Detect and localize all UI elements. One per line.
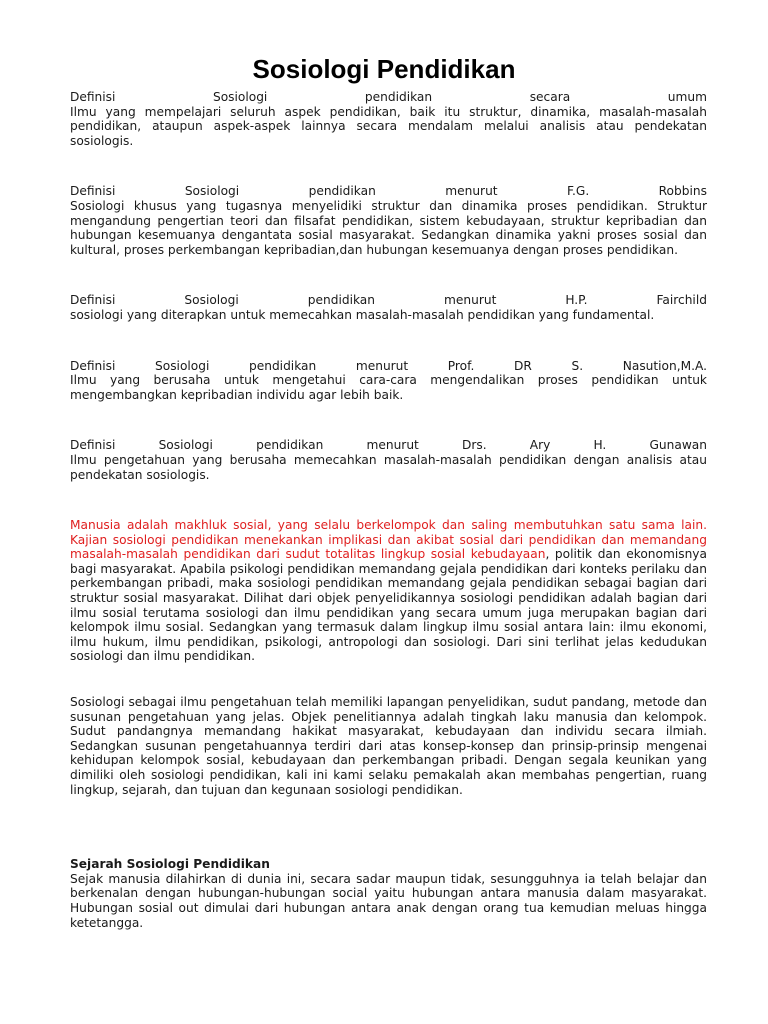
definition-body: sosiologi yang diterapkan untuk memecahkan masalah-masalah pendidikan yang fundamental. xyxy=(70,307,655,322)
definition-fairchild xyxy=(70,293,707,322)
heading-word: S. xyxy=(571,358,584,373)
heading-word: Prof. xyxy=(447,358,475,373)
definition-gunawan xyxy=(70,438,707,482)
heading-word: menurut xyxy=(445,184,498,199)
definition-heading xyxy=(70,90,707,105)
science-paragraph: Sosiologi sebagai ilmu pengetahuan telah memiliki lapangan penyelidikan, sudut pandang, metode dan susunan pengetahuan yang jelas. Objek penelitiannya adalah tingkah laku manusia dan kelompok. Sudut pandangnya memandang hakikat masyarakat, kebudayaan dan individu secara ilmiah. Sedangkan susunan pengetahuannya terdiri dari atas konsep-konsep dan prinsip-prinsip mengenai kehidupan kelompok sosial, kebudayaan dan perkembangan pribadi. Dengan segala keunikan yang dimiliki oleh sosiologi pendidikan, kali ini kami selaku pemakalah akan membahas pengertian, ruang lingkup, sejarah, dan tujuan dan kegunaan sosiologi pendidikan. xyxy=(70,695,707,797)
heading-word: menurut xyxy=(366,438,419,453)
history-paragraph: Sejak manusia dilahirkan di dunia ini, secara sadar maupun tidak, sesungguhnya ia telah belajar dan berkenalan dengan hubungan-hubungan social yaitu hubungan antara manusia dalam masyarakat. Hubungan sosial out dimulai dari hubungan antara anak dengan orang tua kemudian meluas hingga ketetangga. xyxy=(70,871,707,930)
heading-word: Gunawan xyxy=(649,438,707,453)
heading-word: pendidikan xyxy=(308,184,376,199)
definition-heading xyxy=(70,359,707,374)
document-content xyxy=(70,90,707,930)
heading-word: Nasution,M.A. xyxy=(622,358,707,373)
heading-word: menurut xyxy=(444,293,497,308)
definition-general xyxy=(70,90,707,148)
heading-word: pendidikan xyxy=(307,293,376,308)
heading-word: H. xyxy=(593,438,607,453)
heading-word: Definisi xyxy=(70,90,116,104)
heading-word: secara xyxy=(529,90,571,104)
heading-word: pendidikan xyxy=(256,438,324,453)
heading-word: menurut xyxy=(355,358,409,373)
definition-body: Sosiologi khusus yang tugasnya menyelidiki struktur dan dinamika proses pendidikan. Struktur mengandung pengertian teori dan filsafat pendidikan, sistem kebudayaan, struktur kepribadian dan hubungan kesemuanya dengantata sosial masyarakat. Sedangkan dinamika yakni proses sosial dan kultural, proses perkembangan kepribadian,dan hubungan kesemuanya dengan proses pendidikan. xyxy=(70,198,707,257)
intro-text: , politik dan ekonomisnya bagi masyarakat. Apabila psikologi pendidikan memandang gejala pendidikan dari konteks perilaku dan perkembangan pribadi, maka sosiologi pendidikan memandang gejala pendidikan sebagai bagian dari struktur sosial masyarakat. Dilihat dari objek penyelidikannya sosiologi pendidikan adalah bagian dari ilmu sosial terutama sosiologi dan ilmu pendidikan yang secara umum juga merupakan bagian dari kelompok ilmu sosial. Sedangkan yang termasuk dalam lingkup ilmu sosial antara lain: ilmu ekonomi, ilmu hukum, ilmu pendidikan, psikologi, antropologi dan sosiologi. Dari sini terlihat jelas kedudukan sosiologi dan ilmu pendidikan. xyxy=(70,547,707,664)
heading-word: Sosiologi xyxy=(155,358,210,373)
heading-word: Robbins xyxy=(658,184,707,199)
heading-word: Definisi xyxy=(70,358,116,373)
definition-heading xyxy=(70,184,707,199)
definition-robbins xyxy=(70,184,707,257)
heading-word: Definisi xyxy=(70,184,116,199)
heading-word: umum xyxy=(667,90,707,104)
highlighted-text: Manusia adalah makhluk sosial, yang selalu berkelompok dan saling membutuhkan satu sama lain. Kajian sosiologi pendidikan menekankan implikasi dan akibat sosial dari pendidikan dan memandang masalah-masalah pendidikan dari sudut totalitas lingkup sosial kebudayaan xyxy=(70,518,707,562)
definition-body: Ilmu yang mempelajari seluruh aspek pendidikan, baik itu struktur, dinamika, masalah-masalah pendidikan, ataupun aspek-aspek lainnya secara mendalam melalui analisis atau pendekatan sosiologis. xyxy=(70,104,707,148)
heading-word: Drs. xyxy=(461,438,487,453)
definition-heading xyxy=(70,438,707,453)
heading-word: DR xyxy=(514,358,532,373)
page-title: Sosiologi Pendidikan xyxy=(252,54,516,84)
heading-word: Sosiologi xyxy=(212,90,268,104)
heading-word: H.P. xyxy=(565,293,588,308)
definition-body: Ilmu yang berusaha untuk mengetahui cara-cara mengendalikan proses pendidikan untuk mengembangkan kepribadian individu agar lebih baik. xyxy=(70,373,707,402)
heading-word: Sosiologi xyxy=(158,438,213,453)
heading-word: Ary xyxy=(529,438,551,453)
heading-word: Definisi xyxy=(70,438,116,453)
heading-word: Definisi xyxy=(70,293,116,308)
intro-paragraph xyxy=(70,518,707,664)
definition-heading xyxy=(70,293,707,308)
heading-word: pendidikan xyxy=(248,358,317,373)
definition-body: Ilmu pengetahuan yang berusaha memecahkan masalah-masalah pendidikan dengan analisis atau pendekatan sosiologis. xyxy=(70,452,707,482)
heading-word: Fairchild xyxy=(656,293,707,308)
heading-word: F.G. xyxy=(566,184,590,199)
definition-nasution xyxy=(70,359,707,403)
section-heading: Sejarah Sosiologi Pendidikan xyxy=(70,857,270,872)
heading-word: Sosiologi xyxy=(184,184,240,199)
heading-word: Sosiologi xyxy=(184,293,239,308)
heading-word: pendidikan xyxy=(364,90,433,104)
